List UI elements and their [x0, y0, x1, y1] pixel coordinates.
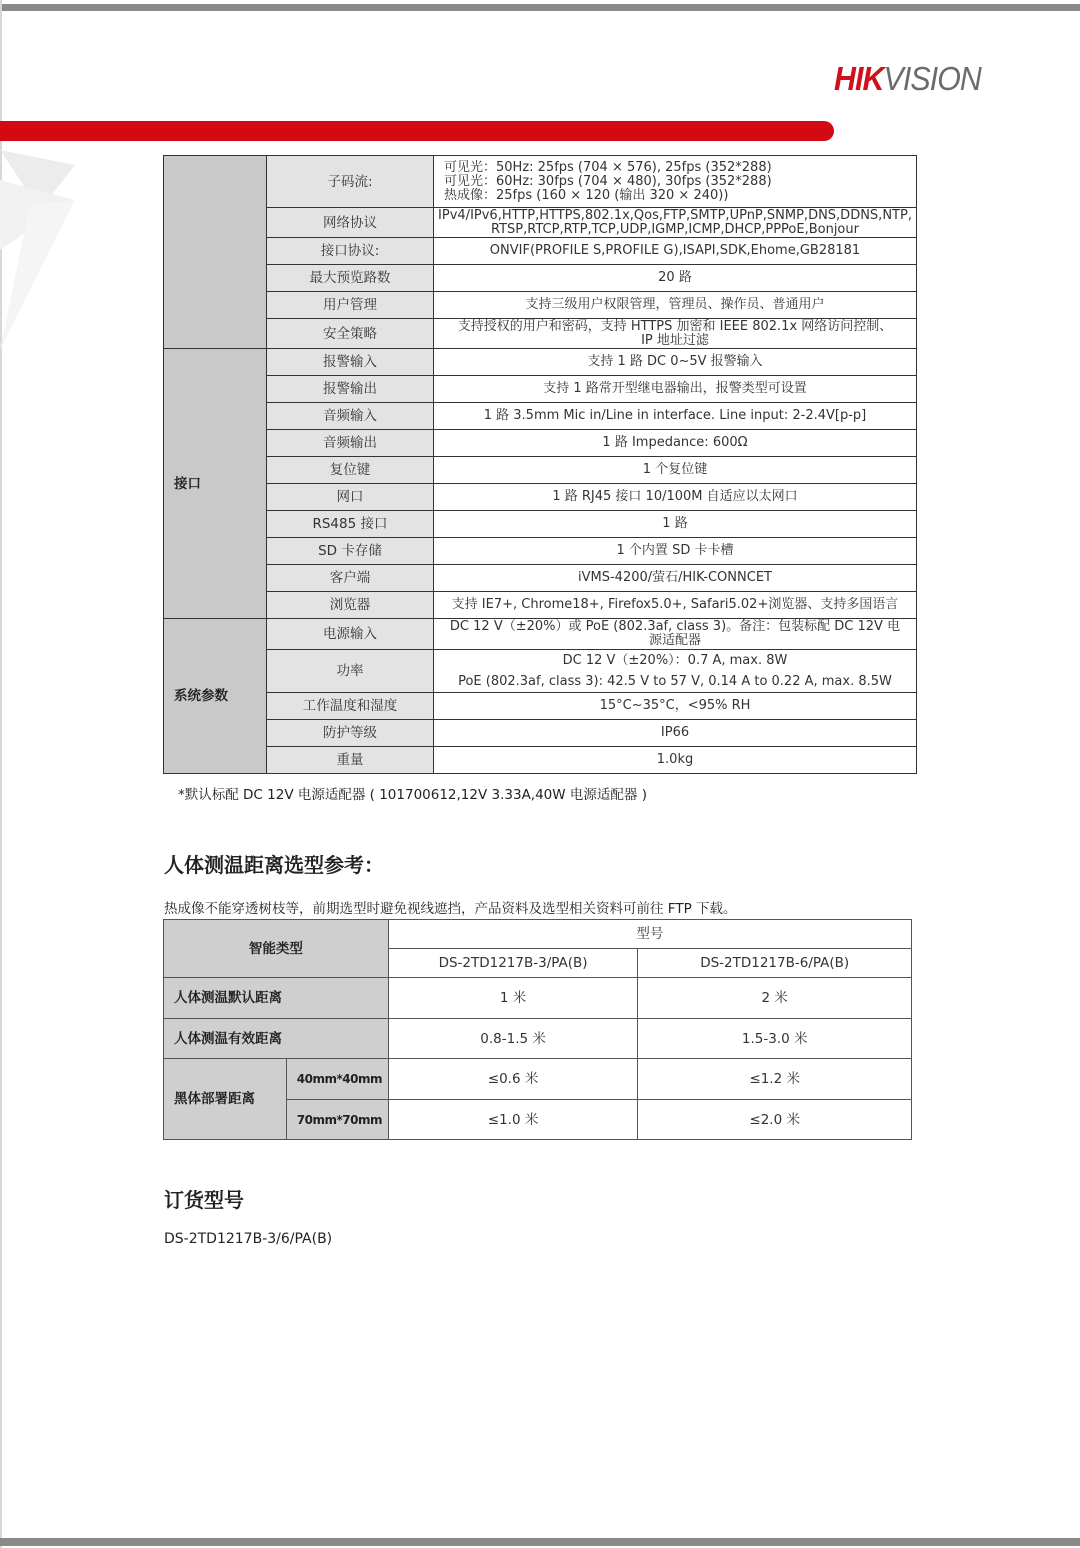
- row-value: 1 米: [388, 978, 638, 1019]
- blackbody-size: 40mm*40mm: [286, 1059, 388, 1100]
- spec-label: 客户端: [267, 565, 434, 592]
- hikvision-logo: [834, 60, 981, 98]
- spec-label: 报警输出: [267, 376, 434, 403]
- ordering-model: DS-2TD1217B-3/6/PA(B): [164, 1231, 333, 1247]
- row-value: ≤0.6 米: [388, 1059, 638, 1100]
- spec-value: 1 个复位键: [434, 457, 917, 484]
- spec-value: 支持 1 路常开型继电器输出，报警类型可设置: [434, 376, 917, 403]
- spec-label: 最大预览路数: [267, 265, 434, 292]
- spec-value: 1 路 RJ45 接口 10/100M 自适应以太网口: [434, 484, 917, 511]
- logo-vision-text: VISION: [883, 60, 981, 97]
- spec-label: 子码流:: [267, 156, 434, 208]
- spec-value: iVMS-4200/萤石/HIK-CONNCET: [434, 565, 917, 592]
- spec-value: [434, 208, 917, 238]
- spec-label: 防护等级: [267, 720, 434, 747]
- row-value: 0.8-1.5 米: [388, 1019, 638, 1059]
- selection-title: 人体测温距离选型参考：: [164, 853, 384, 877]
- spec-value: IP66: [434, 720, 917, 747]
- header-model: 型号: [388, 920, 911, 949]
- spec-value: 1 路 Impedance: 600Ω: [434, 430, 917, 457]
- spec-value: 支持 IE7+, Chrome18+, Firefox5.0+, Safari5.02+浏览器、支持多国语言: [434, 592, 917, 619]
- spec-label: 音频输入: [267, 403, 434, 430]
- row-value: ≤2.0 米: [638, 1100, 912, 1140]
- spec-value: ONVIF(PROFILE S,PROFILE G),ISAPI,SDK,Ehome,GB28181: [434, 238, 917, 265]
- spec-value: [434, 319, 917, 349]
- ordering-title: 订货型号: [164, 1188, 244, 1212]
- spec-label: 接口协议:: [267, 238, 434, 265]
- spec-table: [163, 155, 917, 774]
- watermark-graphic-icon: [0, 140, 90, 360]
- model-name: DS-2TD1217B-6/PA(B): [638, 949, 912, 978]
- spec-value: 1.0kg: [434, 747, 917, 774]
- spec-label: 网口: [267, 484, 434, 511]
- row-value: ≤1.0 米: [388, 1100, 638, 1140]
- spec-label: 工作温度和湿度: [267, 693, 434, 720]
- value-line: 支持授权的用户和密码，支持 HTTPS 加密和 IEEE 802.1x 网络访问控制、: [457, 318, 893, 334]
- value-line: 可见光：60Hz: 30fps (704 × 480), 30fps (352*288): [444, 173, 772, 189]
- spec-value: 20 路: [434, 265, 917, 292]
- spec-label: 用户管理: [267, 292, 434, 319]
- model-name: DS-2TD1217B-3/PA(B): [388, 949, 638, 978]
- value-line: DC 12 V（±20%）：0.7 A, max. 8W: [562, 652, 788, 668]
- value-line: DC 12 V（±20%）或 PoE (802.3af, class 3)。备注：包装标配 DC 12V 电: [449, 619, 901, 634]
- selection-table: [163, 919, 912, 1140]
- bottom-border-bar: [0, 1538, 1080, 1546]
- row-value: 2 米: [638, 978, 912, 1019]
- value-line: IPv4/IPv6,HTTP,HTTPS,802.1x,Qos,FTP,SMTP,UPnP,SNMP,DNS,DDNS,NTP,: [438, 207, 912, 223]
- spec-label: 重量: [267, 747, 434, 774]
- value-line: 可见光：50Hz: 25fps (704 × 576), 25fps (352*288): [444, 159, 772, 175]
- row-label: 人体测温默认距离: [164, 978, 389, 1019]
- spec-value: 支持 1 路 DC 0~5V 报警输入: [434, 349, 917, 376]
- spec-label: 报警输入: [267, 349, 434, 376]
- spec-label: SD 卡存储: [267, 538, 434, 565]
- spec-label: 复位键: [267, 457, 434, 484]
- blackbody-label: 黑体部署距离: [164, 1059, 287, 1140]
- row-value: 1.5-3.0 米: [638, 1019, 912, 1059]
- header-type: 智能类型: [164, 920, 389, 978]
- spec-label: 功率: [267, 650, 434, 693]
- value-line: 源适配器: [648, 633, 701, 648]
- blackbody-size: 70mm*70mm: [286, 1100, 388, 1140]
- spec-value: 1 路 3.5mm Mic in/Line in interface. Line input: 2-2.4V[p-p]: [434, 403, 917, 430]
- category-cell-system: 系统参数: [164, 619, 267, 774]
- spec-label: 电源输入: [267, 619, 434, 650]
- spec-label: 浏览器: [267, 592, 434, 619]
- spec-label: 安全策略: [267, 319, 434, 349]
- value-line: PoE (802.3af, class 3): 42.5 V to 57 V, 0.14 A to 0.22 A, max. 8.5W: [458, 673, 892, 689]
- red-header-band: [0, 121, 834, 141]
- spec-value: [434, 650, 917, 693]
- selection-description: 热成像不能穿透树枝等，前期选型时避免视线遮挡，产品资料及选型相关资料可前往 FTP 下载。: [164, 901, 737, 917]
- spec-value: [434, 156, 917, 208]
- spec-label: 音频输出: [267, 430, 434, 457]
- category-cell: [164, 156, 267, 349]
- spec-value: 支持三级用户权限管理，管理员、操作员、普通用户: [434, 292, 917, 319]
- spec-value: 1 个内置 SD 卡卡槽: [434, 538, 917, 565]
- value-line: RTSP,RTCP,RTP,TCP,UDP,IGMP,ICMP,DHCP,PPPoE,Bonjour: [491, 221, 859, 237]
- top-border-bar: [0, 4, 1080, 11]
- spec-value: 1 路: [434, 511, 917, 538]
- spec-value: [434, 619, 917, 650]
- row-label: 人体测温有效距离: [164, 1019, 389, 1059]
- spec-label: 网络协议: [267, 208, 434, 238]
- spec-value: 15°C~35°C，<95% RH: [434, 693, 917, 720]
- spec-label: RS485 接口: [267, 511, 434, 538]
- value-line: 热成像：25fps (160 × 120 (输出 320 × 240)): [444, 187, 729, 203]
- category-cell-interface: 接口: [164, 349, 267, 619]
- row-value: ≤1.2 米: [638, 1059, 912, 1100]
- value-line: IP 地址过滤: [641, 332, 709, 348]
- logo-hik-text: HIK: [834, 60, 884, 97]
- footnote: *默认标配 DC 12V 电源适配器 ( 101700612,12V 3.33A,40W 电源适配器 ): [178, 787, 647, 803]
